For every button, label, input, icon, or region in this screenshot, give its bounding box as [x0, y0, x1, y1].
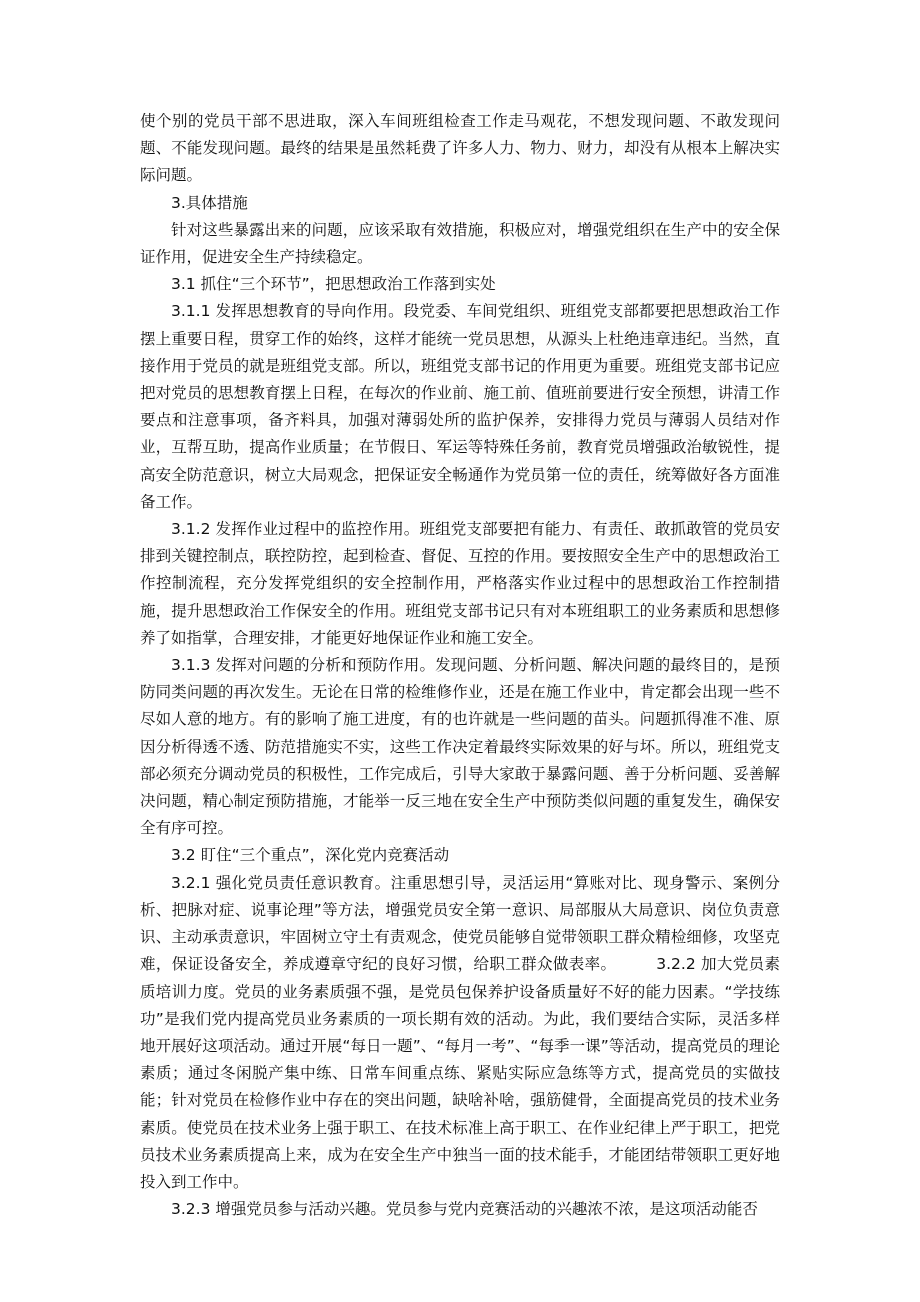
paragraph-3-2-3: 3.2.3 增强党员参与活动兴趣。党员参与党内竞赛活动的兴趣浓不浓，是这项活动能否	[171, 1200, 758, 1219]
paragraph-measures-intro: 针对这些暴露出来的问题，应该采取有效措施，积极应对，增强党组织在生产中的安全保证作用，促进安全生产持续稳定。	[140, 220, 780, 267]
paragraph-3-1-2: 3.1.2 发挥作业过程中的监控作用。班组党支部要把有能力、有责任、敢抓敢管的党员安排到关键控制点，联控防控，起到检查、督促、互控的作用。要按照安全生产中的思想政治工作控制流程，充分发挥党组织的安全控制作用，严格落实作业过程中的思想政治工作控制措施，提升思想政治工作保安全的作用。班组党支部书记只有对本班组职工的业务素质和思想修养了如指掌，合理安排，才能更好地保证作业和施工安全。	[140, 520, 780, 647]
paragraph-intro: 使个别的党员干部不思进取，深入车间班组检查工作走马观花，不想发现问题、不敢发现问题、不能发现问题。最终的结果是虽然耗费了许多人力、物力、财力，却没有从根本上解决实际问题。	[140, 112, 780, 185]
paragraph-3-1-1: 3.1.1 发挥思想教育的导向作用。段党委、车间党组织、班组党支部都要把思想政治工作摆上重要日程，贯穿工作的始终，这样才能统一党员思想，从源头上杜绝违章违纪。当然，直接作用于党员的就是班组党支部。所以，班组党支部书记的作用更为重要。班组党支部书记应把对党员的思想教育摆上日程，在每次的作业前、施工前、值班前要进行安全预想，讲清工作要点和注意事项，备齐料具，加强对薄弱处所的监护保养，安排得力党员与薄弱人员结对作业，互帮互助，提高作业质量；在节假日、军运等特殊任务前，教育党员增强政治敏锐性，提高安全防范意识，树立大局观念，把保证安全畅通作为党员第一位的责任，统筹做好各方面准备工作。	[140, 302, 780, 511]
heading-section-3-2: 3.2 盯住“三个重点”，深化党内竞赛活动	[171, 846, 450, 865]
heading-specific-measures: 3.具体措施	[171, 193, 248, 212]
paragraph-3-1-3: 3.1.3 发挥对问题的分析和预防作用。发现问题、分析问题、解决问题的最终目的，是预防同类问题的再次发生。无论在日常的检维修作业，还是在施工作业中，肯定都会出现一些不尽如人意的地方。有的影响了施工进度，有的也许就是一些问题的苗头。问题抓得准不准、原因分析得透不透、防范措施实不实，这些工作决定着最终实际效果的好与坏。所以，班组党支部必须充分调动党员的积极性，工作完成后，引导大家敢于暴露问题、善于分析问题、妥善解决问题，精心制定预防措施，才能举一反三地在安全生产中预防类似问题的重复发生，确保安全有序可控。	[140, 656, 780, 838]
document-page	[140, 108, 780, 1223]
heading-section-3-1: 3.1 抓住“三个环节”，把思想政治工作落到实处	[171, 275, 496, 294]
paragraph-3-2-1-and-3-2-2: 3.2.1 强化党员责任意识教育。注重思想引导，灵活运用“算账对比、现身警示、案例分析、把脉对症、说事论理”等方法，增强党员安全第一意识、局部服从大局意识、岗位负责意识、主动承责意识，牢固树立守土有责观念，使党员能够自觉带领职工群众精检细修，攻坚克难，保证设备安全，养成遵章守纪的良好习惯，给职工群众做表率。 3.2.2 加大党员素质培训力度。党员的业务素质强不强，是党员包保养护设备质量好不好的能力因素。“学技练功”是我们党内提高党员业务素质的一项长期有效的活动。为此，我们要结合实际，灵活多样地开展好这项活动。通过开展“每日一题”、“每月一考”、“每季一课”等活动，提高党员的理论素质；通过冬闲脱产集中练、日常车间重点练、紧贴实际应急练等方式，提高党员的实做技能；针对党员在检修作业中存在的突出问题，缺啥补啥，强筋健骨，全面提高党员的技术业务素质。使党员在技术业务上强于职工、在技术标准上高于职工、在作业纪律上严于职工，把党员技术业务素质提高上来，成为在安全生产中独当一面的技术能手，才能团结带领职工更好地投入到工作中。	[140, 873, 780, 1191]
